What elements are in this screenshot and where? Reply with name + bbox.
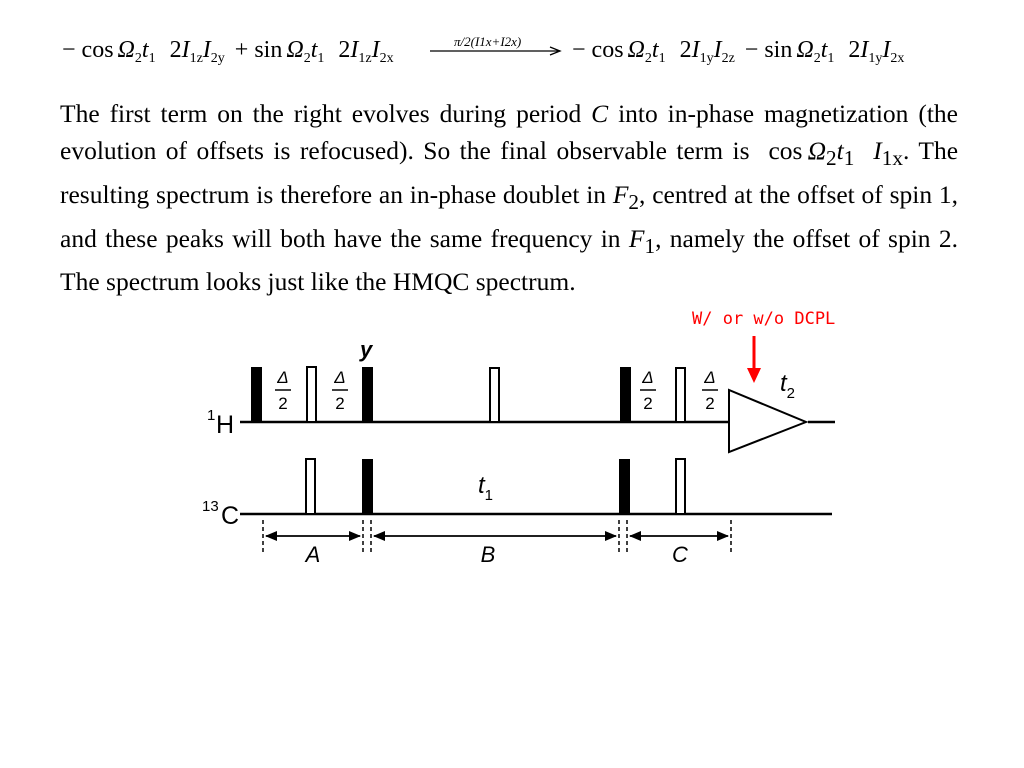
h-pulse-180-b <box>676 368 685 422</box>
delay-1-denominator: 2 <box>278 394 288 413</box>
delay-3-numerator: Δ <box>642 368 654 387</box>
c-pulse-90-a <box>362 459 373 514</box>
c-pulse-180-b <box>676 459 685 514</box>
t1-label: $t_1$ <box>478 472 494 504</box>
equation-arrow-label: π/2(I1x+I2x) <box>454 34 522 49</box>
period-c-label: C <box>672 542 688 567</box>
observable-term: $\cos \Omega_2t_1$ $I_{1x}$ <box>768 135 904 170</box>
delay-3-denominator: 2 <box>643 394 653 413</box>
equation-lhs: − $\cos \Omega_2t_1$ $2I_{1z}I_{2y}$ + $\sin \Omega_2t_1$ $2I_{1z}I_{2x}$ <box>62 37 394 66</box>
h-pulse-90 <box>251 367 262 422</box>
delay-4-denominator: 2 <box>705 394 715 413</box>
period-a-label: A <box>305 542 321 567</box>
c-pulse-90-b <box>619 459 630 514</box>
period-b-label: B <box>480 542 496 567</box>
h-pulse-90-c <box>620 367 631 422</box>
delay-2-denominator: 2 <box>335 394 345 413</box>
c-channel-label: C <box>221 502 240 530</box>
delay-2-numerator: Δ <box>334 368 346 387</box>
t2-label: $t_2$ <box>780 370 796 402</box>
h-pulse-180 <box>307 367 316 422</box>
equation-rhs: − $\cos \Omega_2t_1$ $2I_{1y}I_{2z}$ − $\sin \Omega_2t_1$ $2I_{1y}I_{2x}$ <box>572 37 905 66</box>
h-channel-label: H <box>216 411 235 439</box>
c-channel-mass: 13 <box>202 498 219 515</box>
dcpl-arrowhead <box>747 368 761 383</box>
delay-4-numerator: Δ <box>704 368 716 387</box>
delay-1-numerator: Δ <box>277 368 289 387</box>
phase-label: y <box>360 337 373 362</box>
explanation-paragraph: The first term on the right evolves during period C into in-phase magnetization (the evolution of offsets is refocused). So the final observable term is $\cos \Omega_2t_1$ $I_{1x}$. The resulting spectrum is therefore an in-phase doublet in $F_2$, centred at the offset of spin 1, and these peaks will both have the same frequency in $F_1$, namely the offset of spin 2. The spectrum looks just like the HMQC spectrum. <box>60 99 959 297</box>
h-channel-mass: 1 <box>207 407 216 424</box>
h-pulse-180-mid <box>490 368 499 422</box>
c-pulse-180-a <box>306 459 315 514</box>
dcpl-annotation: W/ or w/o DCPL <box>692 309 836 329</box>
period-labels <box>304 542 688 567</box>
h-pulse-90-y <box>362 367 373 422</box>
